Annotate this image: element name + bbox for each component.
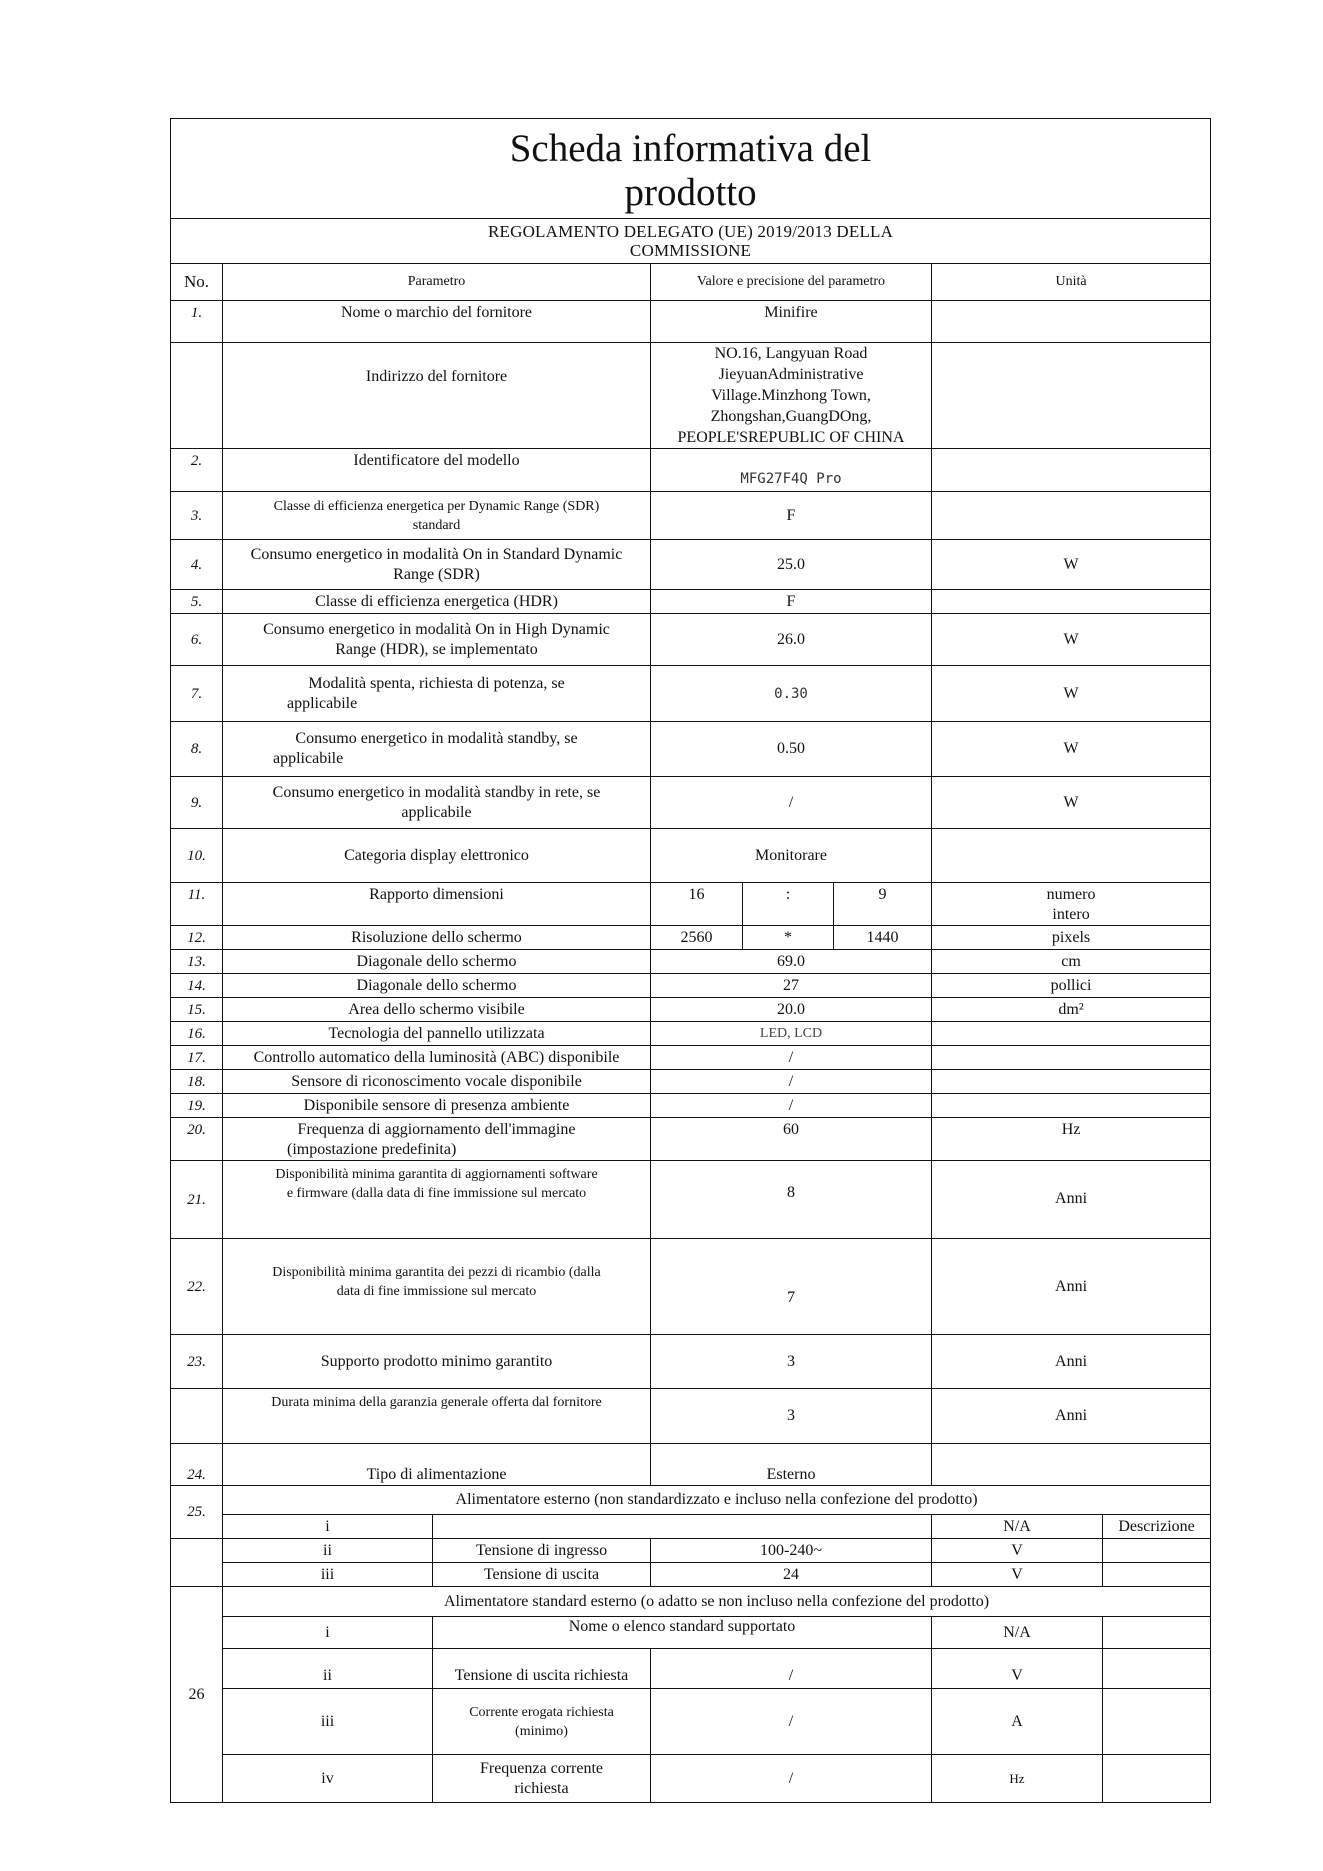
- param-line: applicabile: [273, 750, 344, 767]
- param-line: Disponibilità minima garantita di aggiornamenti software: [275, 1167, 598, 1182]
- aspect-ratio-height: 9: [834, 883, 932, 926]
- address-line: Zhongshan,GuangDOng,: [710, 408, 872, 425]
- table-row: [171, 1444, 1211, 1486]
- row-parameter: Indirizzo del fornitore: [223, 343, 651, 449]
- row-value: /: [651, 1094, 932, 1118]
- row-unit: Anni: [932, 1239, 1211, 1335]
- sheet-title-line1: Scheda informativa del: [509, 126, 872, 170]
- sub-unit: N/A: [932, 1617, 1103, 1649]
- sub-unit: Hz: [932, 1755, 1103, 1803]
- row-number: 17.: [171, 1046, 223, 1070]
- param-line: standard: [412, 517, 461, 533]
- row-number: 13.: [171, 950, 223, 974]
- row-unit: [932, 449, 1211, 492]
- table-row: [171, 666, 1211, 722]
- row-number: 21.: [171, 1161, 223, 1239]
- regulation-reference: [171, 219, 1211, 264]
- param-line: Classe di efficienza energetica per Dynamic Range (SDR): [273, 498, 600, 514]
- row-number: 22.: [171, 1239, 223, 1335]
- table-row: [171, 1689, 1211, 1755]
- product-information-sheet: [170, 118, 1211, 1803]
- sub-description: Descrizione: [1103, 1515, 1211, 1539]
- row-parameter: Identificatore del modello: [223, 449, 651, 492]
- table-row: [171, 1118, 1211, 1161]
- row-unit: Anni: [932, 1335, 1211, 1389]
- table-row: [171, 449, 1211, 492]
- label-line: richiesta: [514, 1779, 569, 1797]
- table-row: [171, 1239, 1211, 1335]
- unit-line: intero: [1052, 906, 1090, 923]
- row-parameter: [223, 777, 651, 829]
- param-line: Consumo energetico in modalità standby, se: [295, 730, 578, 747]
- table-row: [171, 590, 1211, 614]
- sub-value: /: [651, 1689, 932, 1755]
- section-26-title: Alimentatore standard esterno (o adatto se non incluso nella confezione del prodotto): [223, 1587, 1211, 1617]
- row-value: /: [651, 777, 932, 829]
- row-unit: W: [932, 614, 1211, 666]
- table-row: [171, 1515, 1211, 1539]
- row-number: [171, 343, 223, 449]
- row-number: 5.: [171, 590, 223, 614]
- row-value: F: [651, 590, 932, 614]
- row-number: 11.: [171, 883, 223, 926]
- sub-index: ii: [223, 1539, 433, 1563]
- row-number: 14.: [171, 974, 223, 998]
- address-line: PEOPLE'SREPUBLIC OF CHINA: [677, 429, 905, 446]
- param-line: Range (SDR): [393, 565, 480, 583]
- row-value: 0.50: [651, 722, 932, 777]
- table-row: [171, 1617, 1211, 1649]
- row-value: 3: [651, 1335, 932, 1389]
- row-value: 69.0: [651, 950, 932, 974]
- row-number: 7.: [171, 666, 223, 722]
- header-unit: Unità: [932, 264, 1211, 301]
- row-value: /: [651, 1046, 932, 1070]
- supplier-address: [651, 343, 932, 449]
- row-parameter: [223, 614, 651, 666]
- regulation-line2: COMMISSIONE: [629, 241, 752, 260]
- row-parameter: Nome o marchio del fornitore: [223, 301, 651, 343]
- row-unit: W: [932, 666, 1211, 722]
- row-parameter: [223, 722, 651, 777]
- row-number: 25.: [171, 1486, 223, 1539]
- param-line: Consumo energetico in modalità On in Standard Dynamic: [250, 545, 623, 563]
- row-parameter: [223, 540, 651, 590]
- label-line: Corrente erogata richiesta: [469, 1704, 614, 1720]
- header-no: No.: [171, 264, 223, 301]
- row-unit: [932, 1094, 1211, 1118]
- row-number: [171, 1389, 223, 1444]
- row-parameter: Supporto prodotto minimo garantito: [223, 1335, 651, 1389]
- row-number: 23.: [171, 1335, 223, 1389]
- table-row: [171, 722, 1211, 777]
- table-row: [171, 1649, 1211, 1689]
- sub-description: [1103, 1649, 1211, 1689]
- param-line: data di fine immissione sul mercato: [336, 1284, 537, 1299]
- sub-index: iii: [223, 1563, 433, 1587]
- row-unit: [932, 343, 1211, 449]
- row-number: 4.: [171, 540, 223, 590]
- table-row: [171, 1161, 1211, 1239]
- sub-label: [433, 1755, 651, 1803]
- sub-unit: N/A: [932, 1515, 1103, 1539]
- row-unit: W: [932, 540, 1211, 590]
- table-row: [171, 343, 1211, 449]
- label-line: Frequenza corrente: [479, 1759, 604, 1777]
- row-parameter: [223, 666, 651, 722]
- param-line: Disponibilità minima garantita dei pezzi di ricambio (dalla: [272, 1265, 601, 1280]
- row-number: [171, 1539, 223, 1587]
- row-parameter: Diagonale dello schermo: [223, 974, 651, 998]
- row-number: 2.: [171, 449, 223, 492]
- param-line: applicabile: [401, 803, 472, 821]
- row-unit: pollici: [932, 974, 1211, 998]
- sub-unit: V: [932, 1539, 1103, 1563]
- row-value: 0.30: [651, 666, 932, 722]
- table-header-row: [171, 264, 1211, 301]
- label-line: (minimo): [515, 1723, 568, 1739]
- row-number: 18.: [171, 1070, 223, 1094]
- row-unit: [932, 1022, 1211, 1046]
- row-unit: [932, 829, 1211, 883]
- table-row: [171, 1070, 1211, 1094]
- sub-description: [1103, 1755, 1211, 1803]
- address-line: NO.16, Langyuan Road: [714, 345, 868, 362]
- table-row: [171, 540, 1211, 590]
- row-value: 25.0: [651, 540, 932, 590]
- sub-index: iii: [223, 1689, 433, 1755]
- table-row: [171, 301, 1211, 343]
- sub-index: ii: [223, 1649, 433, 1689]
- param-line: applicabile: [287, 694, 358, 712]
- row-unit: [932, 883, 1211, 926]
- sub-description: [1103, 1617, 1211, 1649]
- table-row: [171, 614, 1211, 666]
- row-parameter: Area dello schermo visibile: [223, 998, 651, 1022]
- row-value: 3: [651, 1389, 932, 1444]
- param-line: Consumo energetico in modalità standby in rete, se: [272, 783, 601, 801]
- table-row: [171, 1389, 1211, 1444]
- row-parameter: Durata minima della garanzia generale offerta dal fornitore: [223, 1389, 651, 1444]
- table-row: [171, 1539, 1211, 1563]
- row-number: 16.: [171, 1022, 223, 1046]
- header-value: Valore e precisione del parametro: [651, 264, 932, 301]
- regulation-line1: REGOLAMENTO DELEGATO (UE) 2019/2013 DELLA: [487, 222, 894, 241]
- row-number: 8.: [171, 722, 223, 777]
- row-number: 12.: [171, 926, 223, 950]
- row-parameter: Categoria display elettronico: [223, 829, 651, 883]
- table-row: [171, 829, 1211, 883]
- sub-value: /: [651, 1649, 932, 1689]
- sub-label: [433, 1515, 932, 1539]
- sub-description: [1103, 1539, 1211, 1563]
- resolution-height: 1440: [834, 926, 932, 950]
- row-parameter: Risoluzione dello schermo: [223, 926, 651, 950]
- section-25-title: Alimentatore esterno (non standardizzato e incluso nella confezione del prodotto): [223, 1486, 1211, 1515]
- sub-label: [433, 1689, 651, 1755]
- param-line: e firmware (dalla data di fine immissione sul mercato: [286, 1186, 587, 1201]
- section-26-header: [171, 1587, 1211, 1617]
- sub-label: Tensione di ingresso: [433, 1539, 651, 1563]
- row-unit: W: [932, 722, 1211, 777]
- resolution-separator: *: [743, 926, 834, 950]
- row-unit: pixels: [932, 926, 1211, 950]
- param-line: Range (HDR), se implementato: [335, 640, 538, 658]
- sub-value: 100-240~: [651, 1539, 932, 1563]
- row-unit: dm²: [932, 998, 1211, 1022]
- sub-unit: V: [932, 1563, 1103, 1587]
- row-parameter: [223, 1239, 651, 1335]
- row-number: 19.: [171, 1094, 223, 1118]
- row-parameter: [223, 1161, 651, 1239]
- address-line: Village.Minzhong Town,: [711, 387, 871, 404]
- row-unit: Anni: [932, 1161, 1211, 1239]
- row-unit: W: [932, 777, 1211, 829]
- param-line: Consumo energetico in modalità On in High Dynamic: [263, 620, 610, 638]
- table-row: [171, 926, 1211, 950]
- row-unit: Anni: [932, 1389, 1211, 1444]
- table-row: [171, 883, 1211, 926]
- row-number: 10.: [171, 829, 223, 883]
- table-row: [171, 950, 1211, 974]
- sub-unit: V: [932, 1649, 1103, 1689]
- sub-description: [1103, 1563, 1211, 1587]
- sub-label: Tensione di uscita: [433, 1563, 651, 1587]
- row-unit: Hz: [932, 1118, 1211, 1161]
- table-row: [171, 1755, 1211, 1803]
- row-value: 60: [651, 1118, 932, 1161]
- row-unit: [932, 301, 1211, 343]
- sub-index: i: [223, 1515, 433, 1539]
- row-unit: [932, 1046, 1211, 1070]
- row-parameter: Sensore di riconoscimento vocale disponibile: [223, 1070, 651, 1094]
- row-unit: cm: [932, 950, 1211, 974]
- table-row: [171, 974, 1211, 998]
- row-value: 20.0: [651, 998, 932, 1022]
- resolution-width: 2560: [651, 926, 743, 950]
- row-number: 6.: [171, 614, 223, 666]
- param-line: (impostazione predefinita): [287, 1141, 457, 1158]
- param-line: Modalità spenta, richiesta di potenza, se: [308, 674, 565, 692]
- row-parameter: Rapporto dimensioni: [223, 883, 651, 926]
- section-25-header: [171, 1486, 1211, 1515]
- row-value: 27: [651, 974, 932, 998]
- row-parameter: Controllo automatico della luminosità (ABC) disponibile: [223, 1046, 651, 1070]
- row-value: F: [651, 492, 932, 540]
- sub-index: i: [223, 1617, 433, 1649]
- row-value: 8: [651, 1161, 932, 1239]
- row-value: Minifire: [651, 301, 932, 343]
- table-row: [171, 492, 1211, 540]
- row-unit: [932, 492, 1211, 540]
- sub-value: /: [651, 1755, 932, 1803]
- param-line: Frequenza di aggiornamento dell'immagine: [297, 1121, 576, 1138]
- table-row: [171, 1563, 1211, 1587]
- model-identifier: MFG27F4Q Pro: [651, 449, 932, 492]
- table-row: [171, 777, 1211, 829]
- sub-unit: A: [932, 1689, 1103, 1755]
- row-number: 1.: [171, 301, 223, 343]
- row-parameter: Tipo di alimentazione: [223, 1444, 651, 1486]
- sub-label: Tensione di uscita richiesta: [433, 1649, 651, 1689]
- sheet-title-line2: prodotto: [624, 170, 757, 214]
- row-number: 26: [171, 1587, 223, 1803]
- table-row: [171, 1335, 1211, 1389]
- row-value: Monitorare: [651, 829, 932, 883]
- row-value: 26.0: [651, 614, 932, 666]
- address-line: JieyuanAdministrative: [718, 366, 864, 383]
- unit-line: numero: [1046, 886, 1096, 903]
- sub-description: [1103, 1689, 1211, 1755]
- row-number: 15.: [171, 998, 223, 1022]
- row-value: 7: [651, 1239, 932, 1335]
- row-number: 3.: [171, 492, 223, 540]
- aspect-ratio-separator: :: [743, 883, 834, 926]
- row-number: 9.: [171, 777, 223, 829]
- row-unit: [932, 1444, 1211, 1486]
- row-value: /: [651, 1070, 932, 1094]
- header-parameter: Parametro: [223, 264, 651, 301]
- row-parameter: [223, 492, 651, 540]
- sub-label: Nome o elenco standard supportato: [433, 1617, 932, 1649]
- table-row: [171, 1022, 1211, 1046]
- row-parameter: Disponibile sensore di presenza ambiente: [223, 1094, 651, 1118]
- row-unit: [932, 590, 1211, 614]
- sheet-title: [171, 119, 1211, 219]
- row-parameter: Tecnologia del pannello utilizzata: [223, 1022, 651, 1046]
- row-value: LED, LCD: [651, 1022, 932, 1046]
- row-parameter: Classe di efficienza energetica (HDR): [223, 590, 651, 614]
- sub-index: iv: [223, 1755, 433, 1803]
- row-number: 24.: [171, 1444, 223, 1486]
- row-number: 20.: [171, 1118, 223, 1161]
- table-row: [171, 1094, 1211, 1118]
- table-row: [171, 998, 1211, 1022]
- row-parameter: Diagonale dello schermo: [223, 950, 651, 974]
- row-parameter: [223, 1118, 651, 1161]
- aspect-ratio-width: 16: [651, 883, 743, 926]
- table-row: [171, 1046, 1211, 1070]
- row-unit: [932, 1070, 1211, 1094]
- row-value: Esterno: [651, 1444, 932, 1486]
- sub-value: 24: [651, 1563, 932, 1587]
